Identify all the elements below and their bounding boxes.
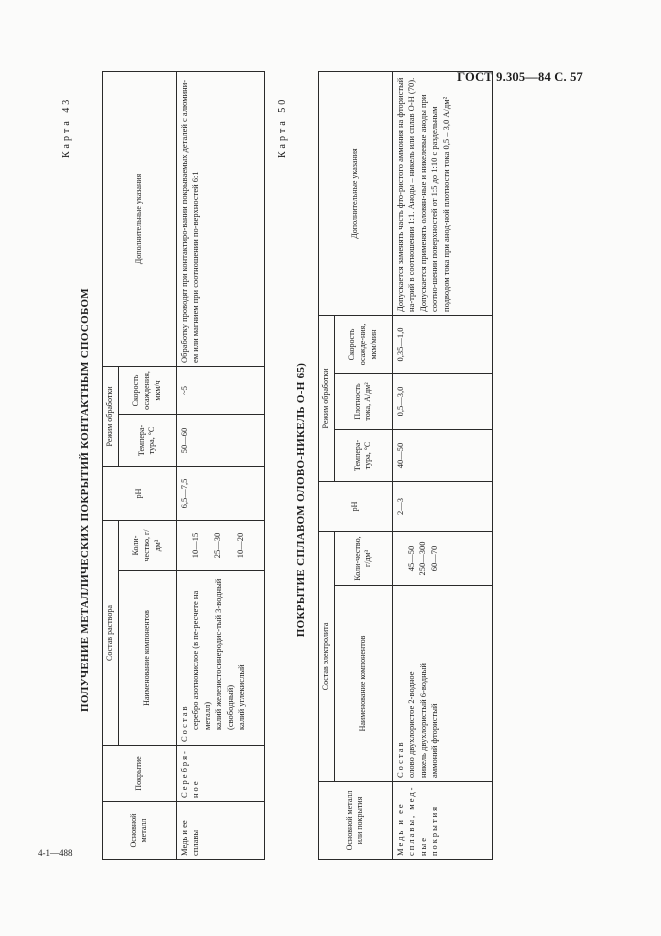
card43-table [102, 71, 265, 860]
c43-quantity: 25—30 [212, 532, 223, 559]
c50-components [392, 586, 492, 782]
c43-coating: Серебря-ное [176, 746, 264, 802]
c50-h-temp: Темпера-тура, °С [334, 430, 392, 482]
c50-h-electrolyte: Состав электролита [319, 532, 335, 782]
c50-h-speed: Скорость осажде-ния, мкм/мин [334, 315, 392, 373]
c43-components [176, 571, 264, 746]
c43-h-notes: Дополнительные указания [103, 71, 177, 366]
c43-quantities [176, 520, 264, 570]
c43-h-mode: Режим обработки [103, 366, 119, 466]
c43-component: серебро азотнокислое (в пе-ресчете на металл) [190, 590, 212, 730]
c43-component: калий железистосинеродис-тый 3-водный (свободный) [213, 578, 235, 730]
c50-h-component: Наименование компонентов [334, 586, 392, 782]
card43-title: ПОЛУЧЕНИЕ МЕТАЛЛИЧЕСКИХ ПОКРЫТИЙ КОНТАКТНЫМ СПОСОБОМ [79, 288, 91, 713]
c50-quantity: 60—70 [428, 545, 439, 572]
c50-speed: 0,35—1,0 [392, 315, 492, 373]
c50-h-density: Плотность тока, А/дм² [334, 374, 392, 430]
c43-h-solution: Состав раствора [103, 520, 119, 745]
c43-base: Медь и ее сплавы [176, 802, 264, 860]
rotated-content [54, 60, 494, 900]
c50-composition-label: Состав [394, 740, 405, 778]
c43-composition-label: Состав [178, 704, 189, 742]
page-header: ГОСТ 9.305—84 С. 57 [457, 70, 583, 84]
c50-base: Медь и ее сплавы, мед-ные покрытия [392, 782, 492, 860]
card50-title: ПОКРЫТИЕ СПЛАВОМ ОЛОВО-НИКЕЛЬ О-Н 65) [295, 362, 307, 638]
c50-ph: 2—3 [392, 482, 492, 532]
c43-h-base: Основной металл [103, 802, 177, 860]
c43-quantity: 10—20 [234, 532, 245, 559]
c50-h-quantity: Коли-чество, г/дм³ [334, 532, 392, 586]
card43-caption: Карта 43 [61, 96, 72, 158]
c43-h-quantity: Коли-чество, г/дм³ [118, 520, 176, 570]
c50-h-base: Основной металл или покрытия [319, 782, 393, 860]
c43-h-temp: Темпера-тура, °С [118, 414, 176, 466]
c50-component: никель двухлористый 6-водный [417, 663, 428, 778]
c43-speed: ~5 [176, 366, 264, 414]
page-footnote: 4-1—488 [38, 848, 73, 858]
c50-h-mode: Режим обработки [319, 315, 335, 481]
c43-component: калий углекислый [236, 664, 247, 730]
c50-h-notes: Дополнительные указания [319, 71, 393, 315]
c50-density: 0,5—3,0 [392, 374, 492, 430]
c50-quantities [392, 532, 492, 586]
c43-h-component: Наименование компонентов [118, 571, 176, 746]
card50-table [318, 71, 493, 860]
c43-h-ph: pH [103, 466, 177, 520]
c50-notes: Допускается заменять часть фто-ристого аммония на фтористый на-трий в соотношении 1:1. Аноды – никель или сплав О-Н (70). Допускается применять оловян-ные и никелевые аноды при соотно-шении поверхностей от 1:5 до 1:10 с раздельным подводом тока при анод-ной плотности тока 0,5 – 3,0 А/дм² [392, 71, 492, 315]
c50-component: олово двухлористое 2-водное [406, 671, 417, 778]
c50-h-ph: pH [319, 482, 393, 532]
card50-caption: Карта 50 [277, 96, 288, 158]
c43-h-coating: Покрытие [103, 746, 177, 802]
c50-temp: 40—50 [392, 430, 492, 482]
c43-temp: 50—60 [176, 414, 264, 466]
c50-component: аммоний фтористый [429, 703, 440, 778]
c50-quantity: 45—50 [405, 545, 416, 572]
c43-notes: Обработку проводят при контактиро-вании покрываемых деталей с алюмини-ем или магнием при соотношении по-верхностей 6:1 [176, 71, 264, 366]
c43-quantity: 10—15 [189, 532, 200, 559]
c43-h-speed: Скорость осаждения, мкм/ч [118, 366, 176, 414]
c43-ph: 6,5—7,5 [176, 466, 264, 520]
c50-quantity: 250—300 [417, 541, 428, 576]
